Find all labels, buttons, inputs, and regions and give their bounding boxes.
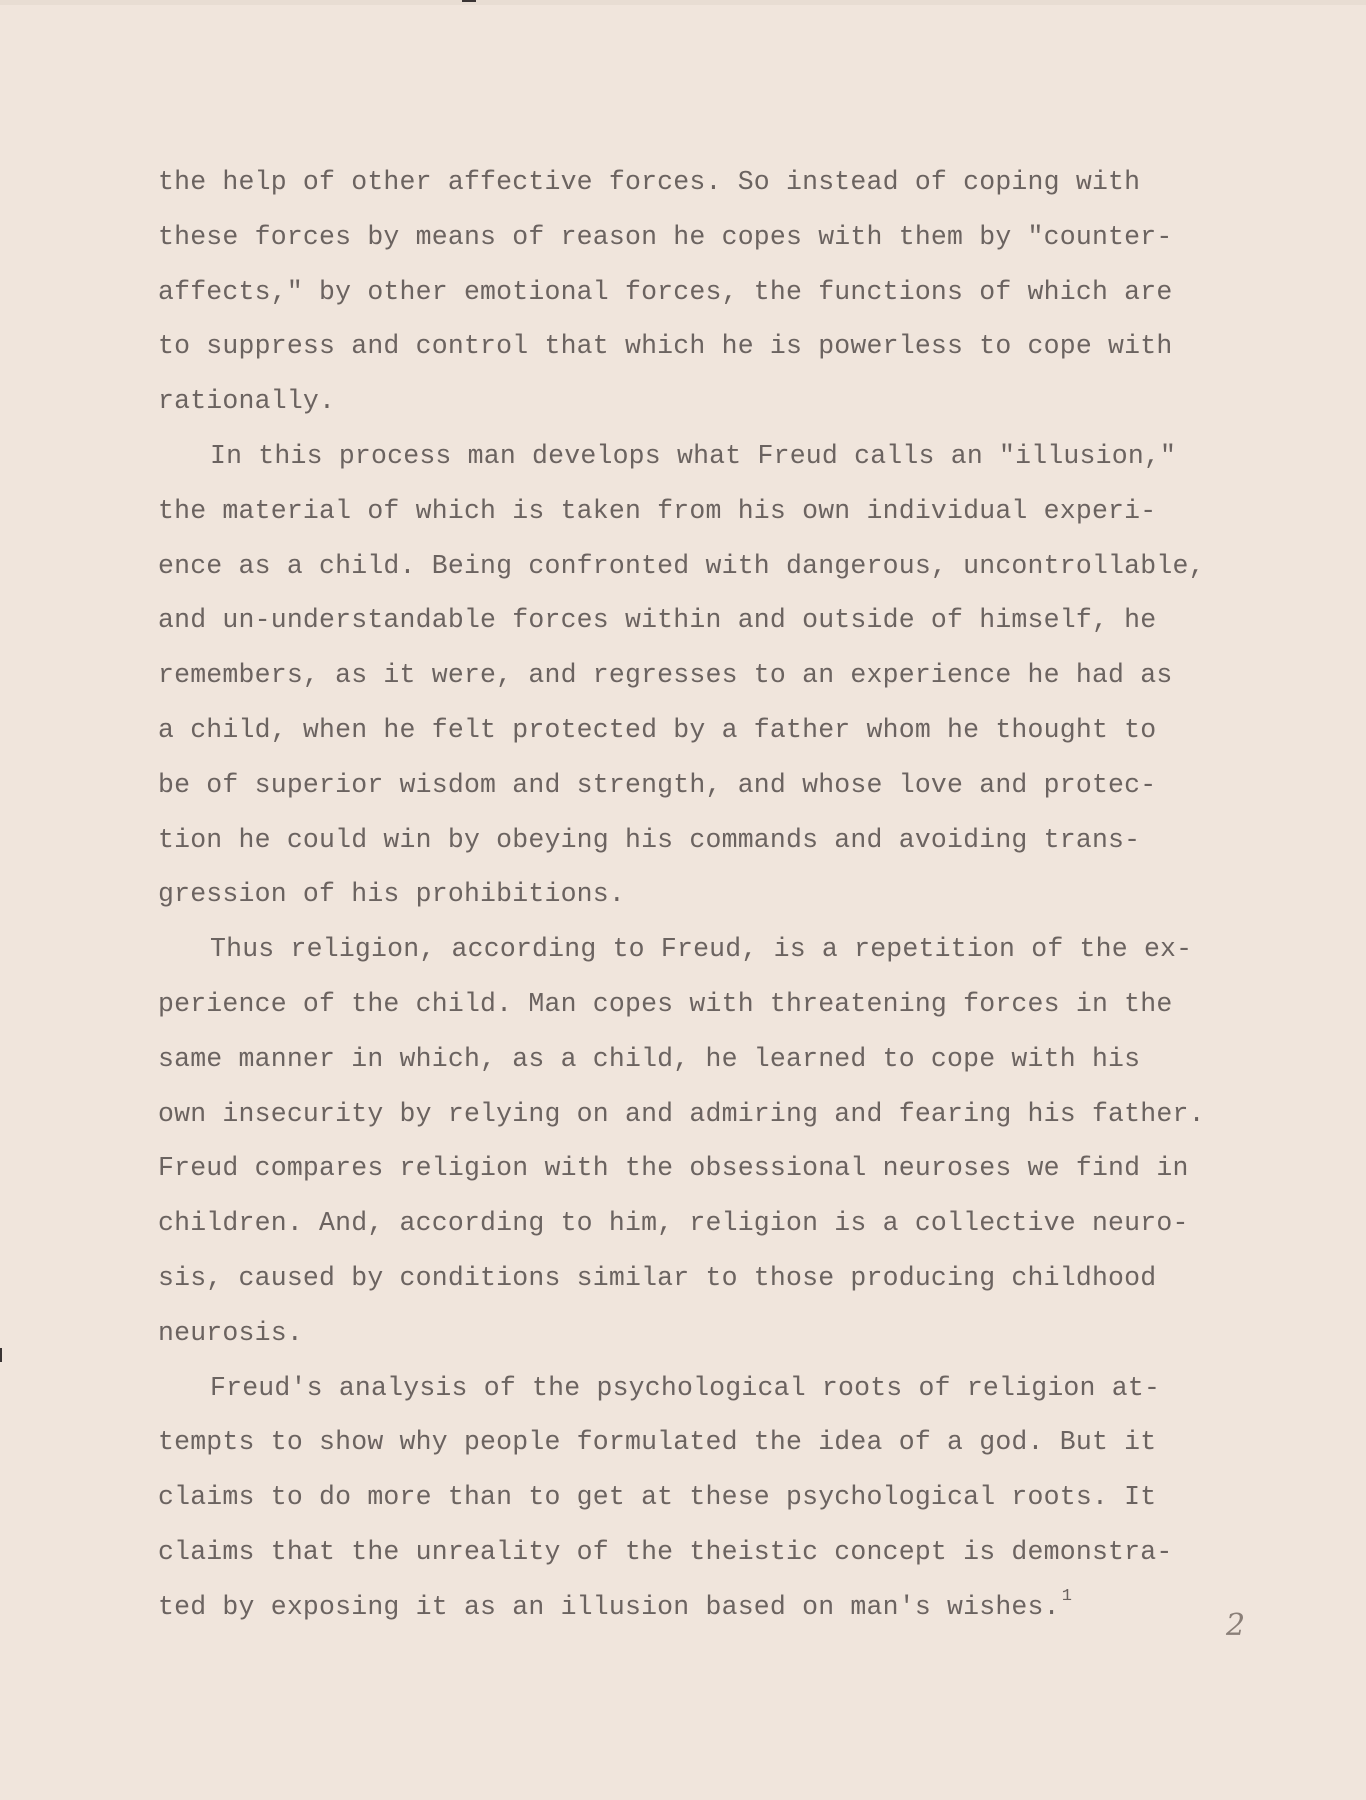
text-line: children. And, according to him, religion is a collective neuro- — [158, 1208, 1189, 1239]
text-line: these forces by means of reason he copes with them by "counter- — [158, 221, 1173, 252]
text-line: Freud compares religion with the obsessional neuroses we find in — [158, 1153, 1189, 1184]
text-line: rationally. — [158, 386, 336, 417]
text-line-indented: Thus religion, according to Freud, is a repetition of the ex- — [210, 934, 1193, 965]
text-line: neurosis. — [158, 1317, 303, 1348]
text-line: be of superior wisdom and strength, and whose love and protec- — [158, 769, 1157, 800]
text-line: same manner in which, as a child, he learned to cope with his — [158, 1043, 1141, 1074]
text-line-indented: Freud's analysis of the psychological roots of religion at- — [210, 1372, 1161, 1403]
text-line: gression of his prohibitions. — [158, 879, 625, 910]
text-line: claims that the unreality of the theistic concept is demonstra- — [158, 1536, 1173, 1567]
text-line-indented: In this process man develops what Freud calls an "illusion," — [210, 440, 1177, 471]
page-top-edge — [0, 0, 1366, 5]
text-line: tion he could win by obeying his commands and avoiding trans- — [158, 824, 1141, 855]
text-line: claims to do more than to get at these psychological roots. It — [158, 1482, 1157, 1513]
text-line: to suppress and control that which he is powerless to cope with — [158, 331, 1173, 362]
text-line-content: ted by exposing it as an illusion based on man's wishes. — [158, 1591, 1060, 1622]
text-line: sis, caused by conditions similar to those producing childhood — [158, 1262, 1157, 1293]
text-line: affects," by other emotional forces, the functions of which are — [158, 276, 1173, 307]
text-line: own insecurity by relying on and admiring and fearing his father. — [158, 1098, 1205, 1129]
typed-text-body — [158, 155, 1268, 1635]
text-line: a child, when he felt protected by a father whom he thought to — [158, 714, 1157, 745]
top-edge-mark — [462, 0, 476, 2]
text-line: the material of which is taken from his own individual experi- — [158, 495, 1157, 526]
text-line: tempts to show why people formulated the idea of a god. But it — [158, 1427, 1157, 1458]
footnote-marker: 1 — [1061, 1586, 1073, 1606]
text-line: remembers, as it were, and regresses to an experience he had as — [158, 660, 1173, 691]
left-margin-mark — [0, 1348, 2, 1362]
text-line: and un-understandable forces within and outside of himself, he — [158, 605, 1157, 636]
page-number: 2 — [1226, 1608, 1246, 1643]
text-line: the help of other affective forces. So instead of coping with — [158, 167, 1141, 197]
text-line: perience of the child. Man copes with threatening forces in the — [158, 988, 1173, 1019]
text-line-with-footnote — [158, 1580, 1268, 1635]
text-line: ence as a child. Being confronted with dangerous, uncontrollable, — [158, 550, 1205, 581]
